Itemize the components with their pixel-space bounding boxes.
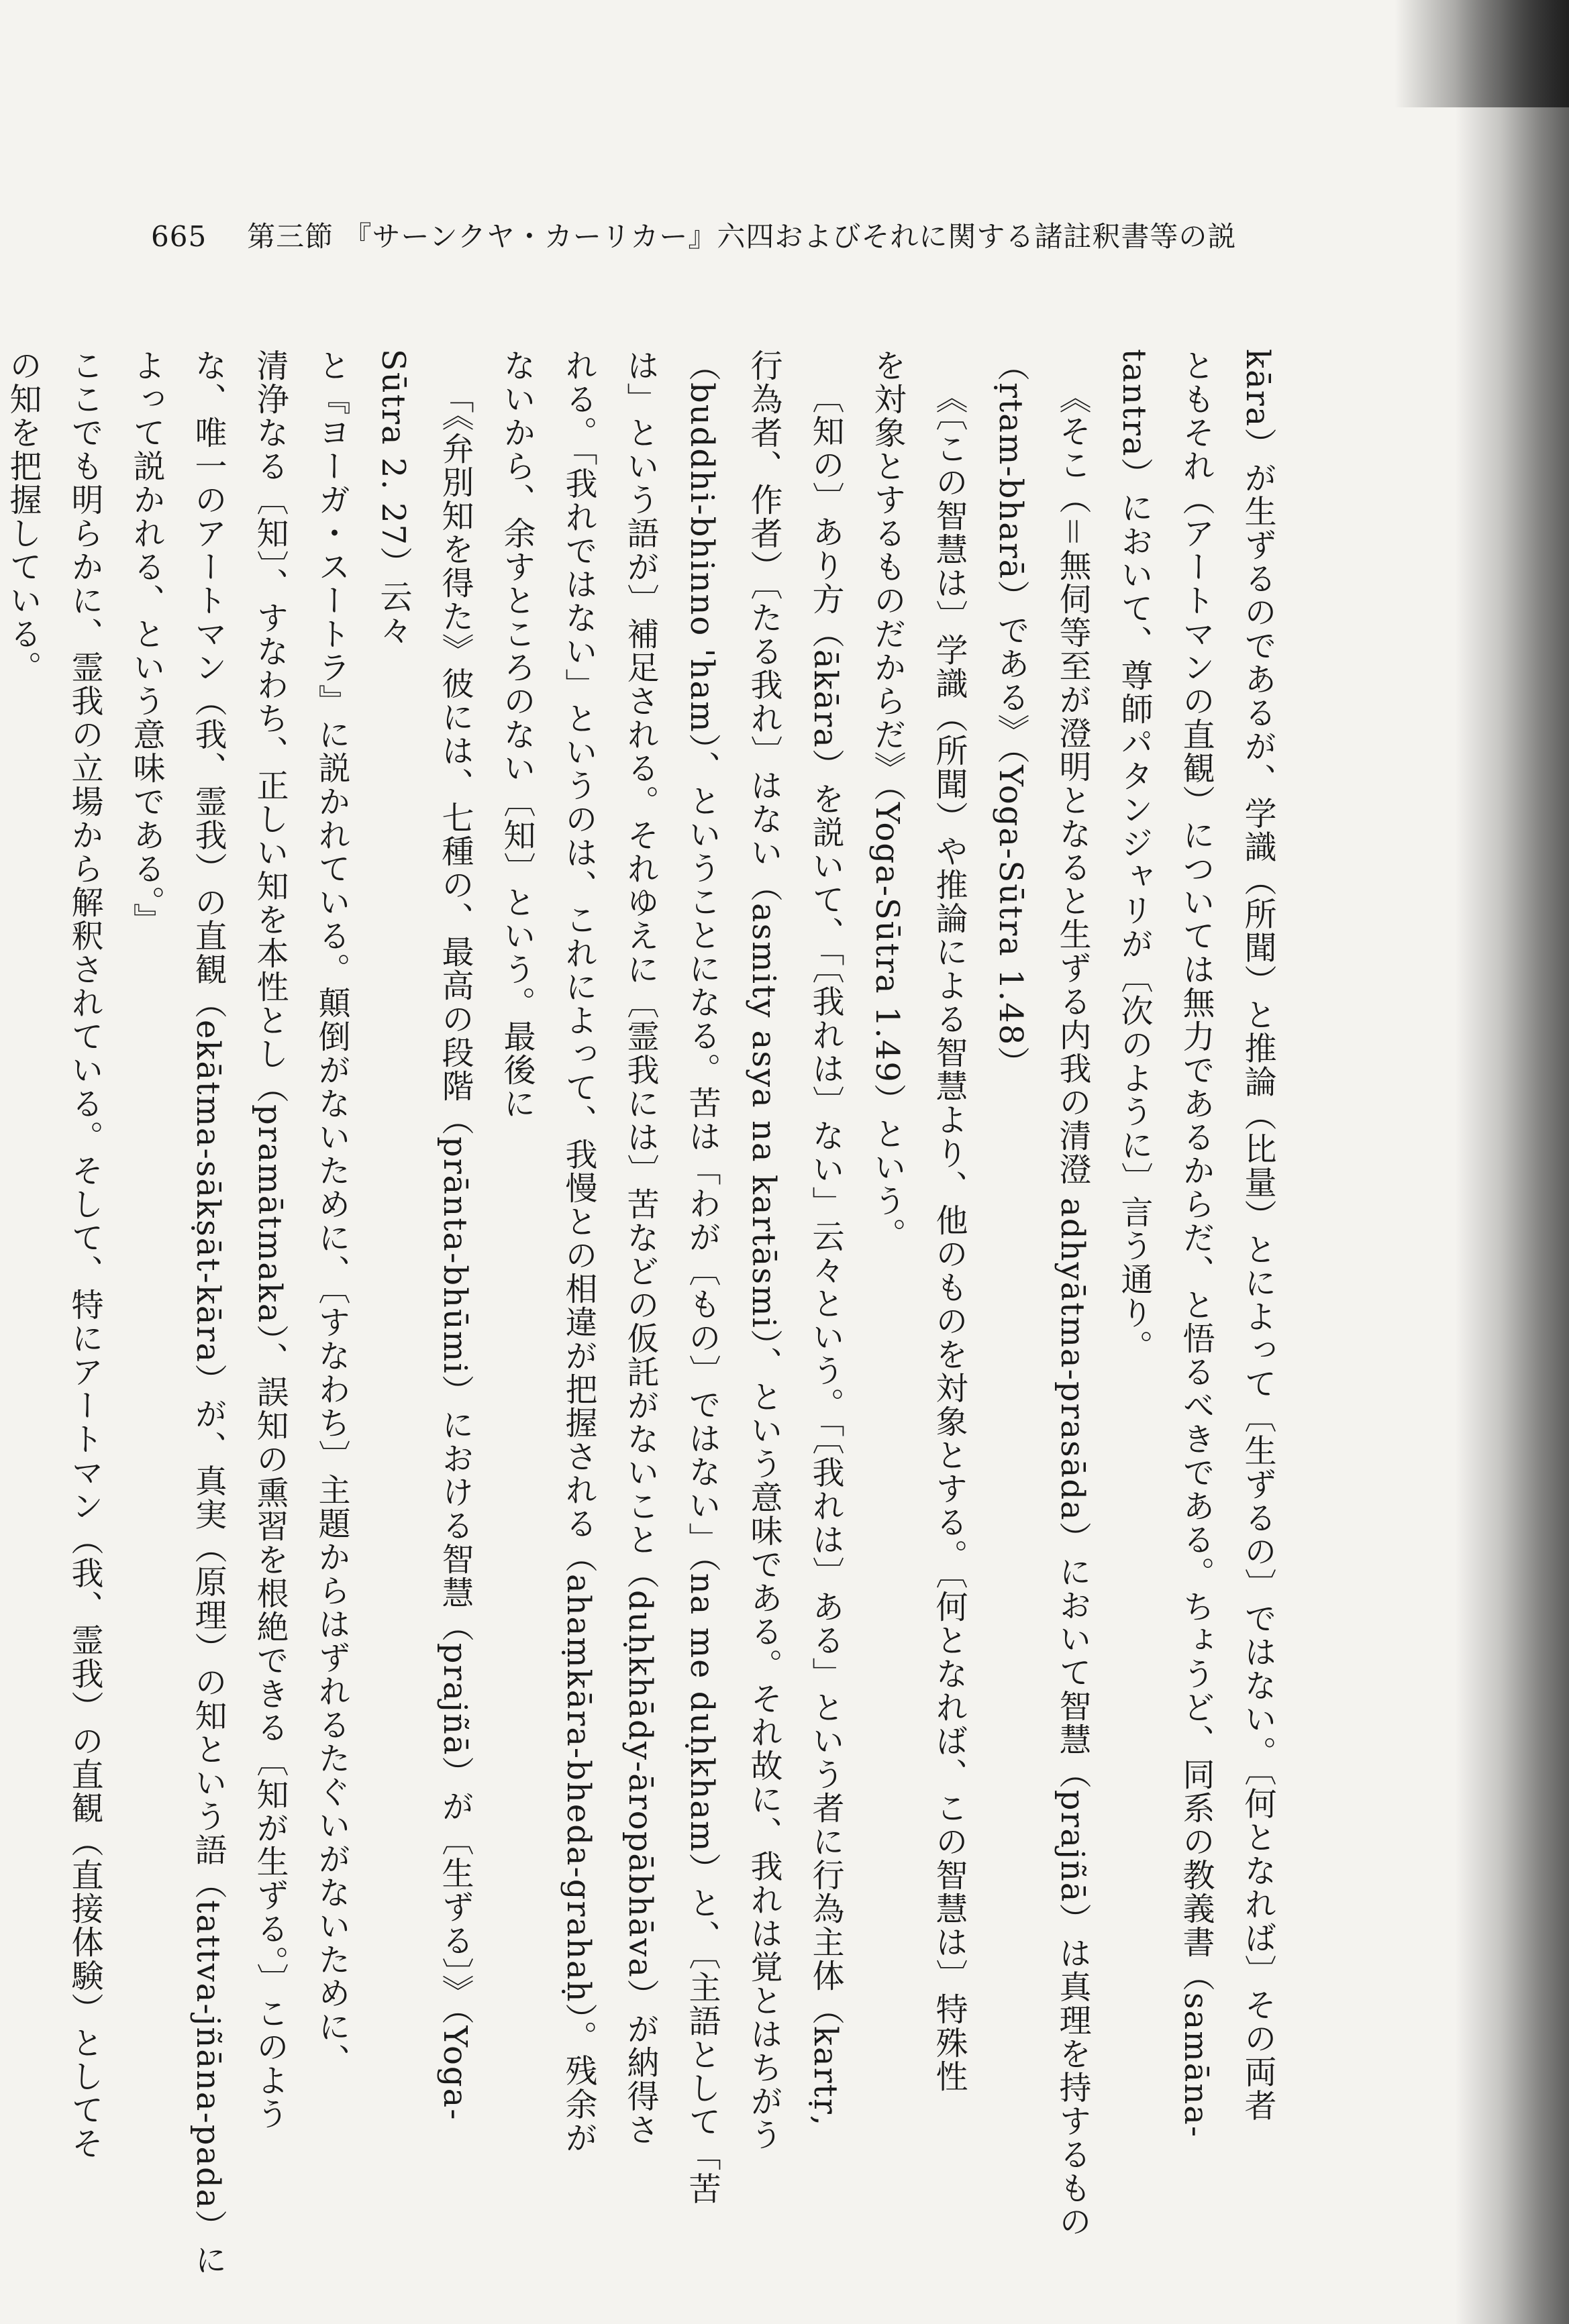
text-column: Sūtra 2. 27）云々 xyxy=(374,349,412,647)
text-column: を対象とするものだからだ》（Yoga-Sūtra 1.49）という。 xyxy=(868,349,906,1251)
text-column: 清浄なる〔知〕、すなわち、正しい知を本性とし（pramātmaka）、誤知の熏習を根絶できる〔知が生ずる。〕このよう xyxy=(251,349,289,2131)
text-column: tantra）において、尊師パタンジャリが〔次のように〕言う通り。 xyxy=(1115,349,1153,1363)
text-column: は」という語が〕補足される。それゆえに〔霊我には〕苦などの仮託がないこと（duḥkhādy-āropābhāva）が納得さ xyxy=(621,349,659,2147)
running-title: 第三節 『サーンクヤ・カーリカー』六四およびそれに関する諸註釈書等の説 xyxy=(247,220,1237,253)
text-column: の知を把握している。 xyxy=(4,349,42,684)
text-column: ないから、余すところのない〔知〕という。最後に xyxy=(498,349,536,1120)
text-column: と『ヨーガ・スートラ』に説かれている。顛倒がないために、〔すなわち〕主題からはずれるたぐいがないために、 xyxy=(313,349,350,2077)
text-column: （buddhi-bhinno 'ham）、ということになる。苦は「わが〔もの〕ではない」（na me duḥkham）と、〔主語として「苦 xyxy=(683,349,721,2206)
text-column: （ṛtam-bharā）である》（Yoga-Sūtra 1.48） xyxy=(992,349,1029,1080)
page-number: 665 xyxy=(151,220,207,253)
text-column: 「《弁別知を得た》彼には、七種の、最高の段階（prānta-bhūmi）における智慧（prajñā）が〔生ずる〕》（Yoga- xyxy=(436,381,474,2121)
page-edge-shadow xyxy=(1455,0,1569,2324)
text-column: よって説かれる、という意味である。』 xyxy=(128,349,165,937)
page-header xyxy=(151,215,1236,255)
vertical-text-body xyxy=(4,349,1288,2277)
text-column: kāra）が生ずるのであるが、学識（所聞）と推論（比量）とによって〔生ずるの〕ではない。〔何となれば〕その両者 xyxy=(1239,349,1276,2123)
text-column: ここでも明らかに、霊我の立場から解釈されている。そして、特にアートマン（我、霊我）の直観（直接体験）としてそ xyxy=(66,349,103,2160)
text-column: 《そこ（＝無伺等至が澄明となると生ずる内我の清澄 adhyātma-prasāda）において智慧（prajñā）は真理を持するもの xyxy=(1054,381,1091,2239)
text-column: な、唯一のアートマン（我、霊我）の直観（ekātma-sākṣāt-kāra）が、真実（原理）の知という語（tattva-jñāna-pada）に xyxy=(189,349,227,2277)
text-column: 〔知の〕あり方（ākāra）を説いて、「〔我れは〕ない」云々という。「〔我れは〕ある」という者に行為主体（kartṛ, xyxy=(807,381,844,2127)
text-column: 《〔この智慧は〕学識（所聞）や推論による智慧より、他のものを対象とする。〔何となれば、この智慧は〕特殊性 xyxy=(930,381,968,2093)
text-column: ともそれ（アートマンの直観）については無力であるからだ、と悟るべきである。ちょうど、同系の教義書（samāna- xyxy=(1177,349,1215,2139)
text-column: 行為者、作者）〔たる我れ〕はない（asmity asya na kartāsmi）、という意味である。それ故に、我れは覚とはちがう xyxy=(745,349,782,2152)
text-column: れる。「我れではない」というのは、これによって、我慢との相違が把握される（ahaṃkāra-bheda-grahaḥ）。残余が xyxy=(560,349,597,2155)
